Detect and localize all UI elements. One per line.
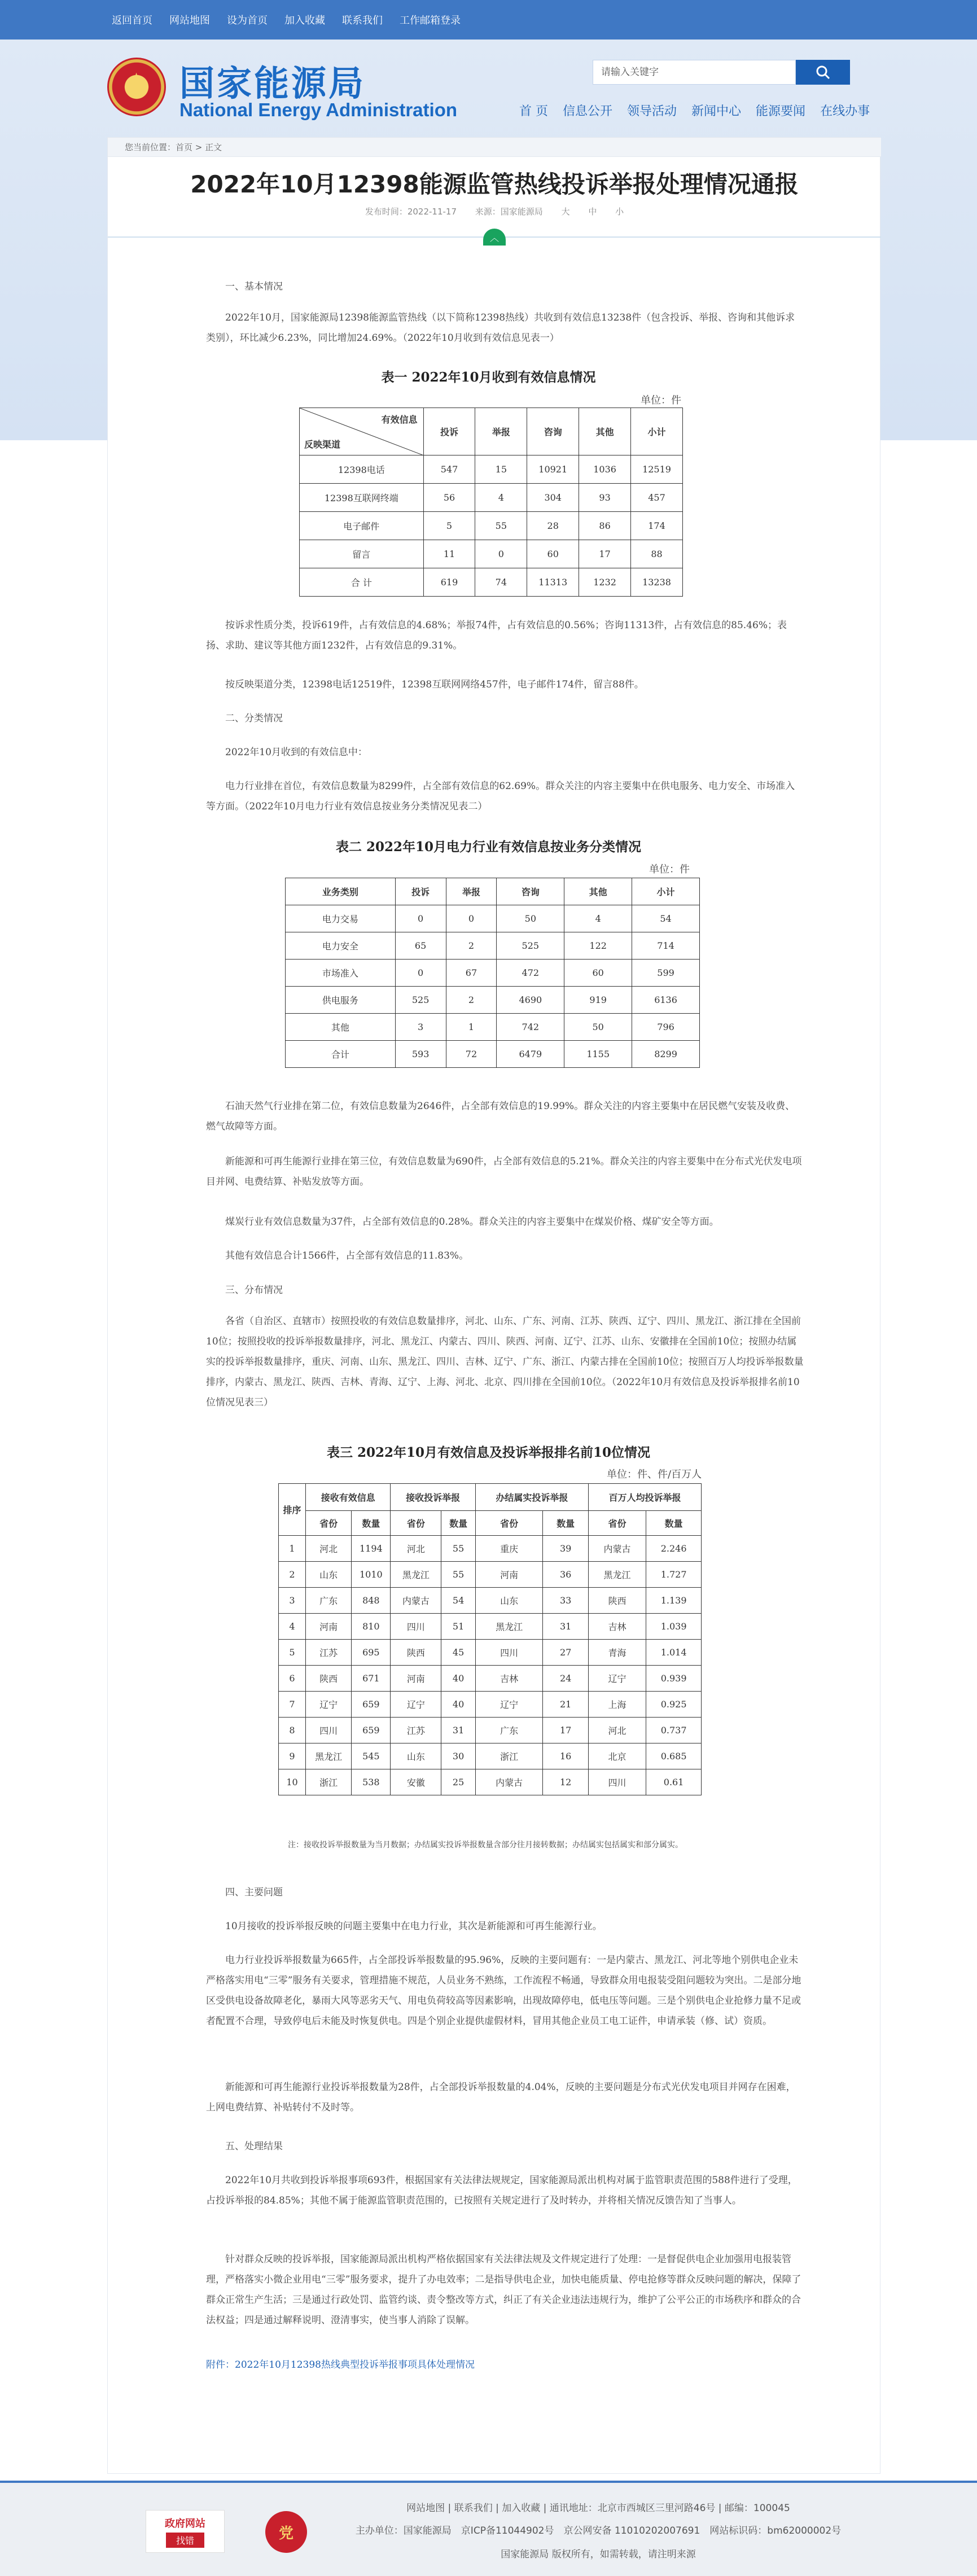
section-heading-1: 一、基本情况: [225, 281, 283, 292]
table-cell: 671: [352, 1666, 391, 1692]
table-cell: 内蒙古: [391, 1588, 441, 1614]
table2-header-cell: 举报: [446, 878, 497, 905]
table-cell: 8299: [632, 1041, 700, 1068]
site-footer: [0, 2481, 977, 2576]
font-size-large[interactable]: 大: [561, 207, 570, 217]
table-cell: 广东: [306, 1588, 352, 1614]
table-cell: 538: [352, 1769, 391, 1795]
main-nav: [519, 102, 870, 119]
table3-group-header: 接收有效信息: [306, 1484, 391, 1511]
table3-unit: 单位：件、件/百万人: [607, 1469, 702, 1480]
table-cell: 上海: [588, 1692, 646, 1718]
table-cell: 青海: [588, 1640, 646, 1666]
table-row: [286, 960, 700, 987]
table-row: [286, 987, 700, 1014]
table-cell: 304: [527, 484, 579, 512]
table-cell: 55: [475, 512, 527, 540]
table-cell: 11313: [527, 568, 579, 597]
table-cell: 四川: [588, 1769, 646, 1795]
table-cell: 4: [564, 905, 632, 932]
table-cell: 辽宁: [306, 1692, 352, 1718]
table-cell: 河北: [306, 1536, 352, 1562]
table-cell: 5: [279, 1640, 306, 1666]
table-cell: 市场准入: [286, 960, 396, 987]
table3-group-header: 办结属实投诉举报: [475, 1484, 588, 1511]
table2-title: 表二 2022年10月电力行业有效信息按业务分类情况: [335, 839, 642, 855]
table-cell: 31: [441, 1718, 476, 1743]
top-link-mail-login[interactable]: 工作邮箱登录: [400, 15, 461, 27]
section-heading-3: 三、分布情况: [225, 1285, 283, 1296]
table-cell: 5: [423, 512, 475, 540]
table-cell: 留言: [300, 540, 424, 568]
table-row: [279, 1769, 702, 1795]
breadcrumb-current: 正文: [205, 142, 222, 152]
table-cell: 55: [441, 1536, 476, 1562]
table-cell: 陕西: [588, 1588, 646, 1614]
site-header: [0, 40, 977, 141]
table-cell: 黑龙江: [306, 1743, 352, 1769]
table-cell: 1155: [564, 1041, 632, 1068]
table-cell: 714: [632, 932, 700, 960]
search-input[interactable]: 请输入关键字: [593, 60, 796, 85]
table-cell: 659: [352, 1692, 391, 1718]
table-cell: 1.039: [646, 1614, 702, 1640]
table-cell: 4: [475, 484, 527, 512]
table-cell: 525: [395, 987, 446, 1014]
table2-unit: 单位：件: [649, 864, 690, 875]
table-cell: 122: [564, 932, 632, 960]
table-cell: 17: [543, 1718, 589, 1743]
table-row: [279, 1614, 702, 1640]
table-cell: 33: [543, 1588, 589, 1614]
table-cell: 河南: [475, 1562, 543, 1588]
nav-home[interactable]: 首 页: [519, 104, 548, 119]
table-cell: 45: [441, 1640, 476, 1666]
table2-header-cell: 其他: [564, 878, 632, 905]
nav-online-service[interactable]: 在线办事: [820, 104, 870, 119]
table-cell: 山东: [475, 1588, 543, 1614]
table-cell: 695: [352, 1640, 391, 1666]
table-cell: 54: [441, 1588, 476, 1614]
table-cell: 浙江: [475, 1743, 543, 1769]
table-cell: 四川: [306, 1718, 352, 1743]
font-size-medium[interactable]: 中: [588, 207, 597, 217]
table-cell: 安徽: [391, 1769, 441, 1795]
table-cell: 742: [497, 1014, 564, 1041]
breadcrumb: 您当前位置：首页 > 正文: [108, 138, 881, 157]
paragraph-13: 新能源和可再生能源行业投诉举报数量为28件，占全部投诉举报数量的4.04%，反映的主要问题是分布式光伏发电项目并网存在困难，上网电费结算、补贴转付不及时等。: [206, 2082, 796, 2113]
table-cell: 24: [543, 1666, 589, 1692]
table-cell: 848: [352, 1588, 391, 1614]
table1-unit: 单位：件: [641, 395, 681, 406]
table-cell: 174: [631, 512, 683, 540]
table-row: [279, 1588, 702, 1614]
table3-sub-header: 省份: [391, 1511, 441, 1536]
paragraph-4: 2022年10月收到的有效信息中：: [225, 747, 367, 758]
table-cell: 2: [446, 932, 497, 960]
table-cell: 江苏: [391, 1718, 441, 1743]
table-cell: 吉林: [588, 1614, 646, 1640]
table2: [285, 878, 700, 1068]
table-cell: 黑龙江: [391, 1562, 441, 1588]
table-row: [279, 1640, 702, 1666]
article-source: 来源：国家能源局: [475, 207, 543, 217]
table-cell: 40: [441, 1692, 476, 1718]
table-cell: 11: [423, 540, 475, 568]
table-row: [279, 1562, 702, 1588]
table-cell: 1232: [579, 568, 631, 597]
nav-news-center[interactable]: 新闻中心: [691, 104, 742, 119]
table-cell: 1194: [352, 1536, 391, 1562]
table-cell: 1010: [352, 1562, 391, 1588]
table-row: [300, 540, 683, 568]
table-cell: 545: [352, 1743, 391, 1769]
font-size-small[interactable]: 小: [615, 207, 624, 217]
table-cell: 辽宁: [588, 1666, 646, 1692]
paragraph-9: 其他有效信息合计1566件，占全部有效信息的11.83%。: [225, 1250, 469, 1261]
table-cell: 54: [632, 905, 700, 932]
table-cell: 810: [352, 1614, 391, 1640]
table-cell: 50: [497, 905, 564, 932]
table-row: [300, 484, 683, 512]
table-cell: 3: [395, 1014, 446, 1041]
table-cell: 重庆: [475, 1536, 543, 1562]
table-cell: 72: [446, 1041, 497, 1068]
table3-sub-header: 数量: [441, 1511, 476, 1536]
table-cell: 1: [446, 1014, 497, 1041]
chevron-up-icon[interactable]: ︿: [483, 229, 506, 246]
top-link-home[interactable]: 返回首页: [112, 15, 152, 27]
table-cell: 16: [543, 1743, 589, 1769]
table3-title: 表三 2022年10月有效信息及投诉举报排名前10位情况: [326, 1445, 651, 1460]
table-cell: 7: [279, 1692, 306, 1718]
table-cell: 74: [475, 568, 527, 597]
top-links-bar: [112, 0, 461, 40]
table-cell: 合 计: [300, 568, 424, 597]
table-cell: 0: [446, 905, 497, 932]
table-cell: 56: [423, 484, 475, 512]
footer-links[interactable]: 网站地图 | 联系我们 | 加入收藏 | 通讯地址：北京市西城区三里河路46号 | 邮编：100045: [406, 2503, 790, 2514]
paragraph-6: 石油天然气行业排在第二位，有效信息数量为2646件，占全部有效信息的19.99%。群众关注的内容主要集中在居民燃气安装及收费、燃气故障等方面。: [206, 1101, 795, 1132]
nav-leadership[interactable]: 领导活动: [627, 104, 677, 119]
table1-corner-bottom: 反映渠道: [304, 439, 341, 450]
table-cell: 659: [352, 1718, 391, 1743]
table-cell: 599: [632, 960, 700, 987]
table-cell: 9: [279, 1743, 306, 1769]
table-cell: 39: [543, 1536, 589, 1562]
paragraph-8: 煤炭行业有效信息数量为37件，占全部有效信息的0.28%。群众关注的内容主要集中在煤炭价格、煤矿安全等方面。: [225, 1216, 719, 1228]
table-cell: 电力安全: [286, 932, 396, 960]
paragraph-15: 针对群众反映的投诉举报，国家能源局派出机构严格依据国家有关法律法规及文件规定进行了处理：一是督促供电企业加强用电报装管理，严格落实小微企业用电“三零”服务要求，提升了办电效率；二是指导供电企业，加快电能质量、停电抢修等群众反映问题的解决，保障了群众正常生产生活；三是通过行政处罚、监管约谈、责令整改等方式，纠正了有关企业违法违规行为，维护了公平公正的市场秩序和群众的合法权益；四是通过解释说明、澄清事实，使当事人消除了误解。: [206, 2254, 801, 2326]
section-heading-2: 二、分类情况: [225, 713, 283, 724]
table-cell: 黑龙江: [588, 1562, 646, 1588]
breadcrumb-prefix: 您当前位置：: [125, 142, 176, 152]
table1-header-cell: 投诉: [423, 408, 475, 455]
table1: [299, 408, 683, 597]
paragraph-3: 按反映渠道分类，12398电话12519件，12398互联网网络457件，电子邮件174件，留言88件。: [225, 679, 644, 690]
table-cell: 65: [395, 932, 446, 960]
article-meta: [108, 205, 881, 217]
table-cell: 2: [279, 1562, 306, 1588]
table-row: [300, 455, 683, 484]
table3-group-header: 百万人均投诉举报: [588, 1484, 701, 1511]
gov-badge-action: 找错: [166, 2533, 204, 2548]
table-cell: 黑龙江: [475, 1614, 543, 1640]
table-cell: 15: [475, 455, 527, 484]
table-cell: 0.925: [646, 1692, 702, 1718]
table-cell: 28: [527, 512, 579, 540]
table-cell: 86: [579, 512, 631, 540]
page-title: 2022年10月12398能源监管热线投诉举报处理情况通报: [190, 170, 799, 198]
brand-chinese-name: 国家能源局: [179, 63, 366, 104]
table-cell: 河南: [391, 1666, 441, 1692]
top-link-set-home[interactable]: 设为首页: [227, 15, 268, 27]
table3-sub-header: 省份: [306, 1511, 352, 1536]
top-link-favorite[interactable]: 加入收藏: [284, 15, 325, 27]
table-cell: 0: [395, 960, 446, 987]
table2-header-cell: 业务类别: [286, 878, 396, 905]
paragraph-1: 2022年10月，国家能源局12398能源监管热线（以下简称12398热线）共收到有效信息13238件（包含投诉、举报、咨询和其他诉求类别），环比减少6.23%，同比增加24.69%。（2022年10月收到有效信息见表一）: [206, 312, 795, 344]
table2-header-cell: 小计: [632, 878, 700, 905]
brand-english-name: National Energy Administration: [179, 99, 458, 120]
table-cell: 四川: [475, 1640, 543, 1666]
table-cell: 2: [446, 987, 497, 1014]
table2-header-cell: 投诉: [395, 878, 446, 905]
table-cell: 河北: [391, 1536, 441, 1562]
table-cell: 1: [279, 1536, 306, 1562]
table-cell: 919: [564, 987, 632, 1014]
search-icon: [815, 64, 831, 80]
paragraph-11: 10月接收的投诉举报反映的问题主要集中在电力行业，其次是新能源和可再生能源行业。: [225, 1921, 602, 1932]
table3: [278, 1483, 702, 1795]
table-cell: 6: [279, 1666, 306, 1692]
table-row: [279, 1692, 702, 1718]
paragraph-14: 2022年10月共收到投诉举报事项693件，根据国家有关法律法规规定，国家能源局派出机构对属于监管职责范围的588件进行了受理，占投诉举报的84.85%；其他不属于能源监管职责范围的，已按照有关规定进行了及时转办，并将相关情况反馈告知了当事人。: [206, 2175, 798, 2206]
table1-header-cell: 咨询: [527, 408, 579, 455]
table-cell: 12519: [631, 455, 683, 484]
footer-sponsor: 主办单位：国家能源局 京ICP备11044902号 京公网安备 11010202007691 网站标识码：bm62000002号: [355, 2525, 842, 2536]
paragraph-2: 按诉求性质分类，投诉619件，占有效信息的4.68%；举报74件，占有效信息的0.56%；咨询11313件，占有效信息的85.46%；表扬、求助、建议等其他方面1232件，占有效信息的9.31%。: [206, 620, 787, 651]
table-cell: 31: [543, 1614, 589, 1640]
table1-corner-top: 有效信息: [381, 414, 418, 425]
nav-info-public[interactable]: 信息公开: [563, 104, 613, 119]
nav-energy-news[interactable]: 能源要闻: [756, 104, 806, 119]
table-cell: 吉林: [475, 1666, 543, 1692]
table1-header-cell: 小计: [631, 408, 683, 455]
table-cell: 60: [527, 540, 579, 568]
table-cell: 陕西: [391, 1640, 441, 1666]
table-cell: 472: [497, 960, 564, 987]
table-row: [286, 1014, 700, 1041]
table-cell: 593: [395, 1041, 446, 1068]
table-cell: 27: [543, 1640, 589, 1666]
table-cell: 0: [395, 905, 446, 932]
table-cell: 547: [423, 455, 475, 484]
table-cell: 93: [579, 484, 631, 512]
table-row: [279, 1666, 702, 1692]
table1-header-cell: 举报: [475, 408, 527, 455]
table-cell: 0: [475, 540, 527, 568]
table-cell: 1.727: [646, 1562, 702, 1588]
table-cell: 2.246: [646, 1536, 702, 1562]
gov-badge-title: 政府网站: [165, 2517, 205, 2530]
table-cell: 内蒙古: [475, 1769, 543, 1795]
table3-sub-header: 省份: [588, 1511, 646, 1536]
table-cell: 6136: [632, 987, 700, 1014]
attachment-link[interactable]: 附件：2022年10月12398热线典型投诉举报事项具体处理情况: [206, 2359, 475, 2371]
table-cell: 6479: [497, 1041, 564, 1068]
table3-rank-header: 排序: [279, 1484, 306, 1536]
paragraph-12: 电力行业投诉举报数量为665件，占全部投诉举报数量的95.96%，反映的主要问题有：一是内蒙古、黑龙江、河北等地个别供电企业未严格落实用电“三零”服务有关要求，管理措施不规范，人员业务不熟练，工作流程不畅通，导致群众用电报装受阻问题较为突出。二是部分地区受供电设备故障老化，暴雨大风等恶劣天气、用电负荷较高等因素影响，出现故障停电，低电压等问题。三是个别供电企业抢修力量不足或者配置不合理，导致停电后未能及时恢复供电。四是个别企业提供虚假材料，冒用其他企业员工电工证件，申请承装（修、试）资质。: [206, 1955, 801, 2027]
breadcrumb-home[interactable]: 首页: [176, 142, 193, 152]
table-cell: 25: [441, 1769, 476, 1795]
table-cell: 1.139: [646, 1588, 702, 1614]
table-row: [300, 568, 683, 597]
table-cell: 电子邮件: [300, 512, 424, 540]
table-row: [279, 1536, 702, 1562]
publish-time: 发布时间：2022-11-17: [365, 207, 457, 217]
gov-website-error-badge[interactable]: [146, 2510, 225, 2553]
paragraph-5: 电力行业排在首位，有效信息数量为8299件，占全部有效信息的62.69%。群众关注的内容主要集中在供电服务、电力安全、市场准入等方面。（2022年10月电力行业有效信息按业务分类情况见表二）: [206, 781, 795, 812]
table-cell: 10921: [527, 455, 579, 484]
table-cell: 内蒙古: [588, 1536, 646, 1562]
table-row: [279, 1743, 702, 1769]
table3-sub-header: 数量: [543, 1511, 589, 1536]
paragraph-10: 各省（自治区、直辖市）按照投收的有效信息数量排序，河北、山东、广东、河南、江苏、陕西、辽宁、四川、黑龙江、浙江排在全国前10位；按照投收的投诉举报数量排序，河北、黑龙江、内蒙古、四川、陕西、河南、辽宁、江苏、山东、安徽排在全国前10位；按照办结属实的投诉举报数量排序，重庆、河南、山东、黑龙江、四川、吉林、辽宁、广东、浙江、内蒙古排在全国前10位；按照百万人均投诉举报数量排序，内蒙古、黑龙江、陕西、吉林、青海、辽宁、上海、河北、北京、四川排在全国前10位。（2022年10月有效信息及投诉举报排名前10位情况见表三）: [206, 1316, 804, 1408]
table3-note: 注：接收投诉举报数量为当月数据；办结属实投诉举报数量含部分往月接转数据；办结属实包括属实和部分属实。: [288, 1841, 683, 1850]
table3-group-header: 接收投诉举报: [391, 1484, 475, 1511]
table-cell: 0.939: [646, 1666, 702, 1692]
footer-copyright: 国家能源局 版权所有，如需转载，请注明来源: [501, 2549, 696, 2560]
table-cell: 北京: [588, 1743, 646, 1769]
table-cell: 12398互联网终端: [300, 484, 424, 512]
table-row: [300, 512, 683, 540]
table-cell: 8: [279, 1718, 306, 1743]
table-cell: 广东: [475, 1718, 543, 1743]
table-cell: 4690: [497, 987, 564, 1014]
table-cell: 51: [441, 1614, 476, 1640]
table-cell: 河北: [588, 1718, 646, 1743]
table-cell: 山东: [306, 1562, 352, 1588]
table-cell: 山东: [391, 1743, 441, 1769]
table-cell: 36: [543, 1562, 589, 1588]
table-cell: 四川: [391, 1614, 441, 1640]
table-row: [279, 1718, 702, 1743]
table-cell: 江苏: [306, 1640, 352, 1666]
table-cell: 0.737: [646, 1718, 702, 1743]
table-cell: 40: [441, 1666, 476, 1692]
table-cell: 辽宁: [475, 1692, 543, 1718]
table-row: [286, 932, 700, 960]
table-cell: 21: [543, 1692, 589, 1718]
table-cell: 合计: [286, 1041, 396, 1068]
table-cell: 其他: [286, 1014, 396, 1041]
table1-header-cell: 其他: [579, 408, 631, 455]
table3-sub-header: 数量: [352, 1511, 391, 1536]
table3-sub-header: 省份: [475, 1511, 543, 1536]
table-cell: 电力交易: [286, 905, 396, 932]
table-cell: 0.61: [646, 1769, 702, 1795]
table-cell: 1.014: [646, 1640, 702, 1666]
table-cell: 13238: [631, 568, 683, 597]
table-cell: 3: [279, 1588, 306, 1614]
table-cell: 60: [564, 960, 632, 987]
table-cell: 17: [579, 540, 631, 568]
table-cell: 浙江: [306, 1769, 352, 1795]
table-cell: 12: [543, 1769, 589, 1795]
table-cell: 67: [446, 960, 497, 987]
table-cell: 10: [279, 1769, 306, 1795]
table-cell: 0.685: [646, 1743, 702, 1769]
table-cell: 30: [441, 1743, 476, 1769]
section-heading-5: 五、处理结果: [225, 2141, 283, 2152]
table-cell: 88: [631, 540, 683, 568]
table2-header-cell: 咨询: [497, 878, 564, 905]
table-cell: 辽宁: [391, 1692, 441, 1718]
table-cell: 陕西: [306, 1666, 352, 1692]
table-cell: 供电服务: [286, 987, 396, 1014]
table3-sub-header: 数量: [646, 1511, 702, 1536]
table1-corner-cell: [300, 408, 424, 455]
table-row: [286, 1041, 700, 1068]
table-cell: 796: [632, 1014, 700, 1041]
table-cell: 457: [631, 484, 683, 512]
table-cell: 河南: [306, 1614, 352, 1640]
party-org-badge-icon[interactable]: 党: [265, 2511, 307, 2553]
table-cell: 50: [564, 1014, 632, 1041]
table-cell: 4: [279, 1614, 306, 1640]
table-cell: 1036: [579, 455, 631, 484]
national-emblem-icon: ★: [107, 58, 166, 116]
table-row: [286, 905, 700, 932]
table-cell: 55: [441, 1562, 476, 1588]
search-button[interactable]: [796, 60, 850, 85]
top-link-sitemap[interactable]: 网站地图: [169, 15, 210, 27]
section-heading-4: 四、主要问题: [225, 1887, 283, 1898]
table-cell: 619: [423, 568, 475, 597]
table1-title: 表一 2022年10月收到有效信息情况: [381, 370, 596, 385]
top-link-contact[interactable]: 联系我们: [342, 15, 383, 27]
table-cell: 525: [497, 932, 564, 960]
table-cell: 12398电话: [300, 455, 424, 484]
paragraph-7: 新能源和可再生能源行业排在第三位，有效信息数量为690件，占全部有效信息的5.21%。群众关注的内容主要集中在分布式光伏发电项目并网、电费结算、补贴发放等方面。: [206, 1156, 802, 1188]
